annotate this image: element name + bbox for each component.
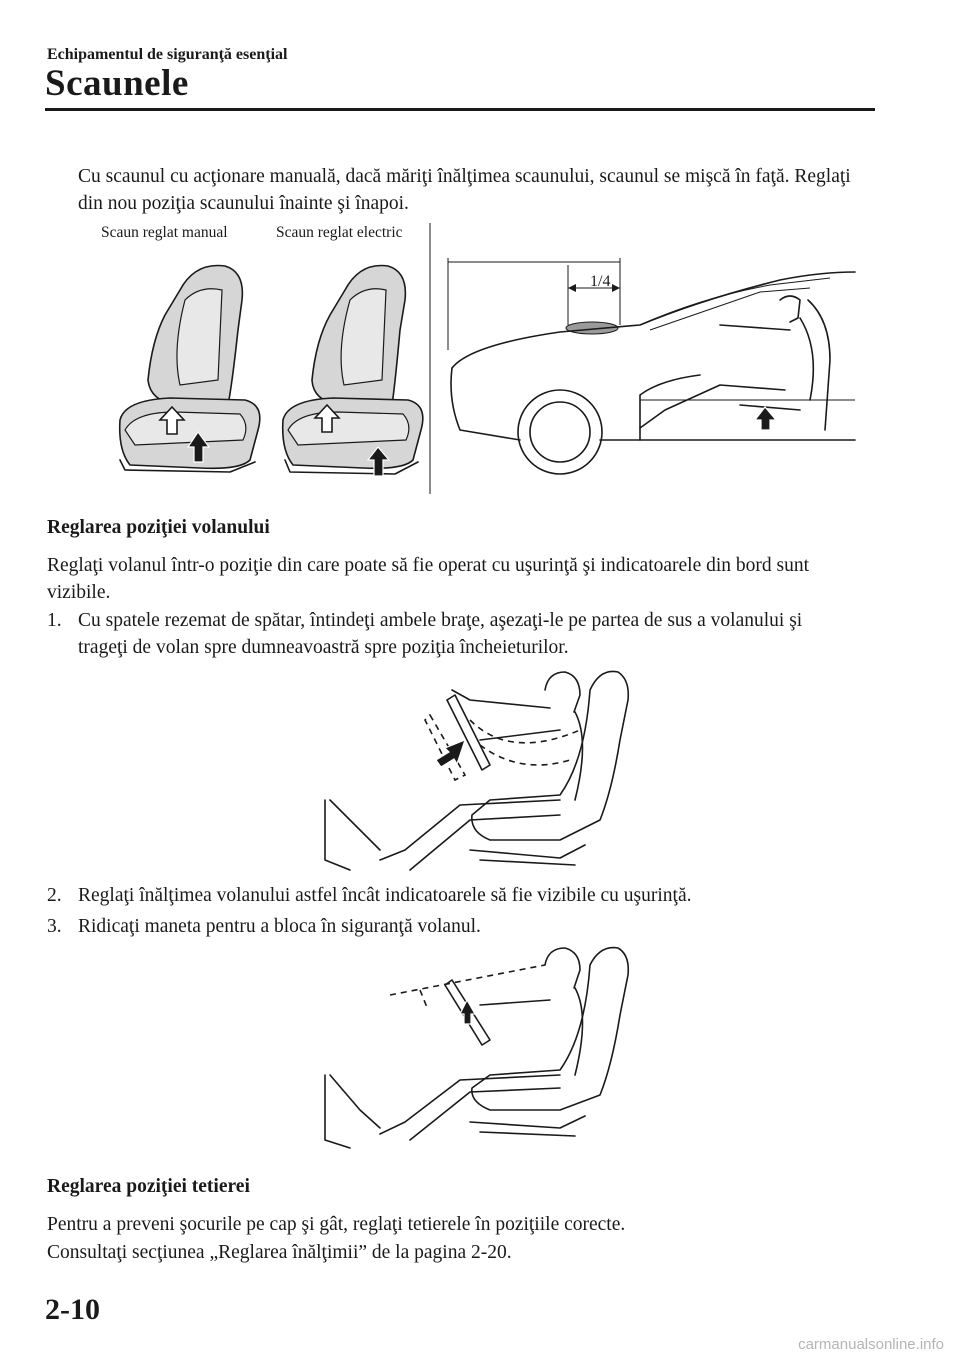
page-title: Scaunele xyxy=(45,63,189,104)
intro-paragraph: Cu scaunul cu acţionare manuală, dacă măriţi înălţimea scaunului, scaunul se mişcă în faţă. Reglaţi din nou poziţia scaunului înainte şi înapoi. xyxy=(78,166,851,214)
caption-manual-seat: Scaun reglat manual xyxy=(101,224,228,241)
headrest-line-2: Consultaţi secţiunea „Reglarea înălţimii” de la pagina 2-20. xyxy=(47,1242,512,1263)
step-text: Reglaţi înălţimea volanului astfel încât indicatoarele să fie vizibile cu uşurinţă. xyxy=(78,885,692,906)
watermark: carmanualsonline.info xyxy=(798,1336,944,1353)
steering-heading: Reglarea poziţiei volanului xyxy=(47,517,270,538)
step-number: 3. xyxy=(47,916,62,937)
headrest-heading: Reglarea poziţiei tetierei xyxy=(47,1176,250,1197)
section-label: Echipamentul de siguranţă esenţial xyxy=(47,46,288,63)
step-number: 2. xyxy=(47,885,62,906)
step-text: Ridicaţi maneta pentru a bloca în siguranţă volanul. xyxy=(78,916,481,937)
headrest-line-1: Pentru a preveni şocurile pe cap şi gât, reglaţi tetierele în poziţiile corecte. xyxy=(47,1214,626,1235)
fraction-label: 1/4 xyxy=(590,273,611,290)
page-number: 2-10 xyxy=(45,1293,100,1326)
steering-intro: Reglaţi volanul într-o poziţie din care poate să fie operat cu uşurinţă şi indicatoarele din bord sunt vizibile. xyxy=(47,555,810,603)
caption-electric-seat: Scaun reglat electric xyxy=(276,224,403,241)
step-number: 1. xyxy=(47,610,62,631)
step-text: Cu spatele rezemat de spătar, întindeţi ambele braţe, aşezaţi-le pe partea de sus a volanului şi trageţi de volan spre dumneavoastră spre poziţia încheieturilor. xyxy=(78,610,803,658)
